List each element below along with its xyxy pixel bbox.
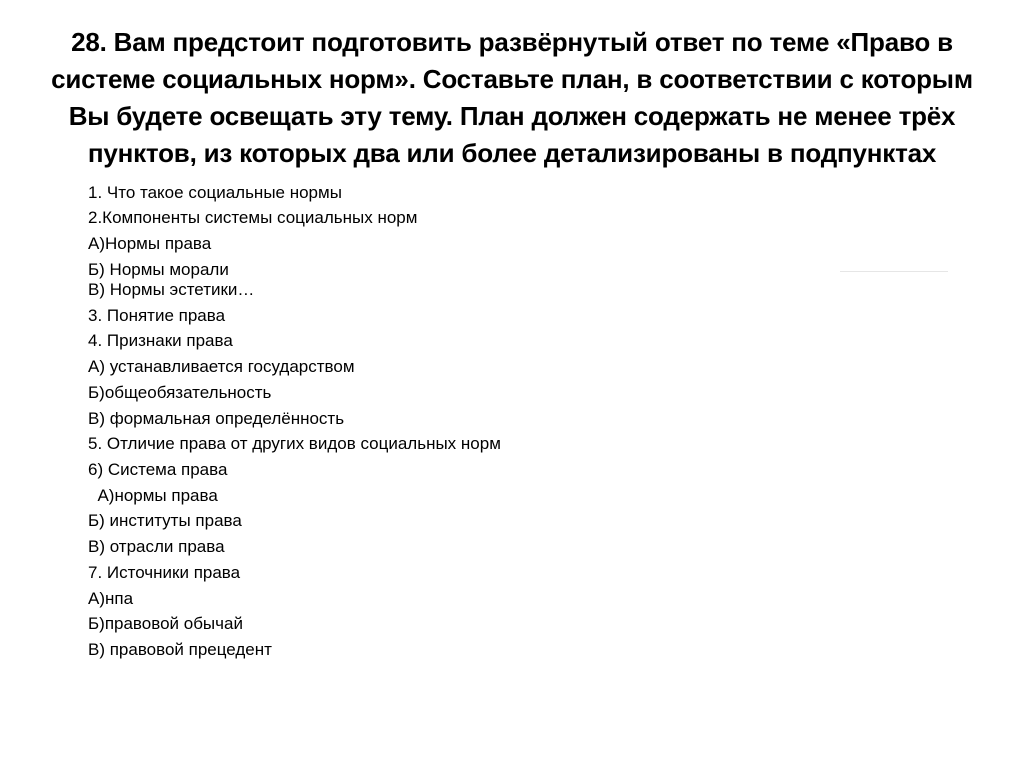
plan-item-6c: В) отрасли права <box>88 537 225 556</box>
title-line-2: системе социальных норм». Составьте план, в соответствии с которым <box>51 64 973 94</box>
plan-item-4b: Б)общеобязательность <box>88 383 272 402</box>
plan-item-7a: А)нпа <box>88 589 134 608</box>
plan-item-7b: Б)правовой обычай <box>88 614 243 633</box>
title-line-3: Вы будете освещать эту тему. План должен содержать не менее трёх <box>68 101 956 131</box>
plan-item-6a: А)нормы права <box>88 486 218 505</box>
plan-item-4a: А) устанавливается государством <box>88 357 355 376</box>
plan-item-4c: В) формальная определённость <box>88 409 345 428</box>
plan-item-2a: А)Нормы права <box>88 234 212 253</box>
title-line-1: 28. Вам предстоит подготовить развёрнутый ответ по теме «Право в <box>71 27 953 57</box>
faint-divider-line <box>840 271 948 272</box>
plan-item-2b: Б) Нормы морали <box>88 260 229 279</box>
plan-item-2: 2.Компоненты системы социальных норм <box>88 208 418 227</box>
plan-item-5: 5. Отличие права от других видов социальных норм <box>88 434 501 453</box>
plan-item-2c: В) Нормы эстетики… <box>88 280 255 299</box>
plan-item-1: 1. Что такое социальные нормы <box>88 183 342 202</box>
plan-item-6b: Б) институты права <box>88 511 242 530</box>
plan-item-7: 7. Источники права <box>88 563 241 582</box>
title-line-4: пунктов, из которых два или более детализированы в подпунктах <box>87 138 937 168</box>
task-title <box>50 24 974 172</box>
plan-item-4: 4. Признаки права <box>88 331 233 350</box>
plan-item-7c: В) правовой прецедент <box>88 640 272 659</box>
plan-item-3: 3. Понятие права <box>88 306 226 325</box>
plan-item-6: 6) Система права <box>88 460 228 479</box>
